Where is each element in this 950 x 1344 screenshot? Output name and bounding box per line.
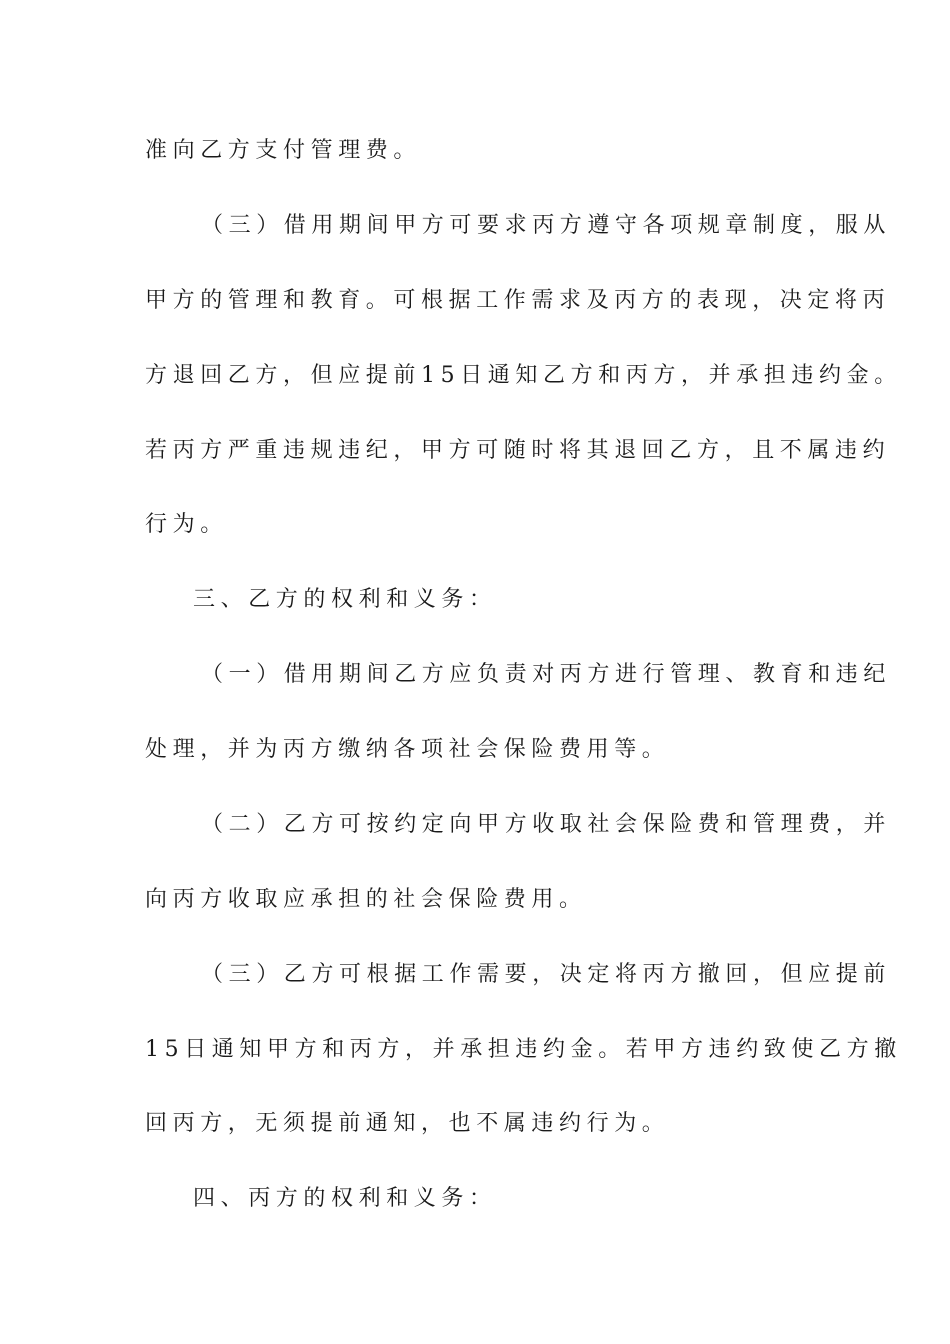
paragraph-line: （三）借用期间甲方可要求丙方遵守各项规章制度，服从	[201, 213, 892, 238]
paragraph-line: 若丙方严重违规违纪，甲方可随时将其退回乙方，且不属违约	[145, 438, 891, 463]
paragraph-line: 处理，并为丙方缴纳各项社会保险费用等。	[145, 737, 670, 762]
paragraph-line: 回丙方，无须提前通知，也不属违约行为。	[145, 1111, 670, 1136]
paragraph-line: 准向乙方支付管理费。	[145, 138, 422, 163]
paragraph-line: 甲方的管理和教育。可根据工作需求及丙方的表现，决定将丙	[145, 288, 891, 313]
paragraph-line: （二）乙方可按约定向甲方收取社会保险费和管理费，并	[201, 812, 892, 837]
paragraph-line: （一）借用期间乙方应负责对丙方进行管理、教育和违纪	[201, 662, 892, 687]
section-heading: 四、丙方的权利和义务：	[193, 1186, 497, 1211]
section-heading: 三、乙方的权利和义务：	[193, 587, 497, 612]
paragraph-line: （三）乙方可根据工作需要，决定将丙方撤回，但应提前	[201, 962, 892, 987]
paragraph-line: 行为。	[145, 512, 228, 537]
paragraph-line: 15日通知甲方和丙方，并承担违约金。若甲方违约致使乙方撤	[145, 1037, 902, 1062]
paragraph-line: 方退回乙方，但应提前15日通知乙方和丙方，并承担违约金。	[145, 363, 902, 388]
paragraph-line: 向丙方收取应承担的社会保险费用。	[145, 887, 587, 912]
